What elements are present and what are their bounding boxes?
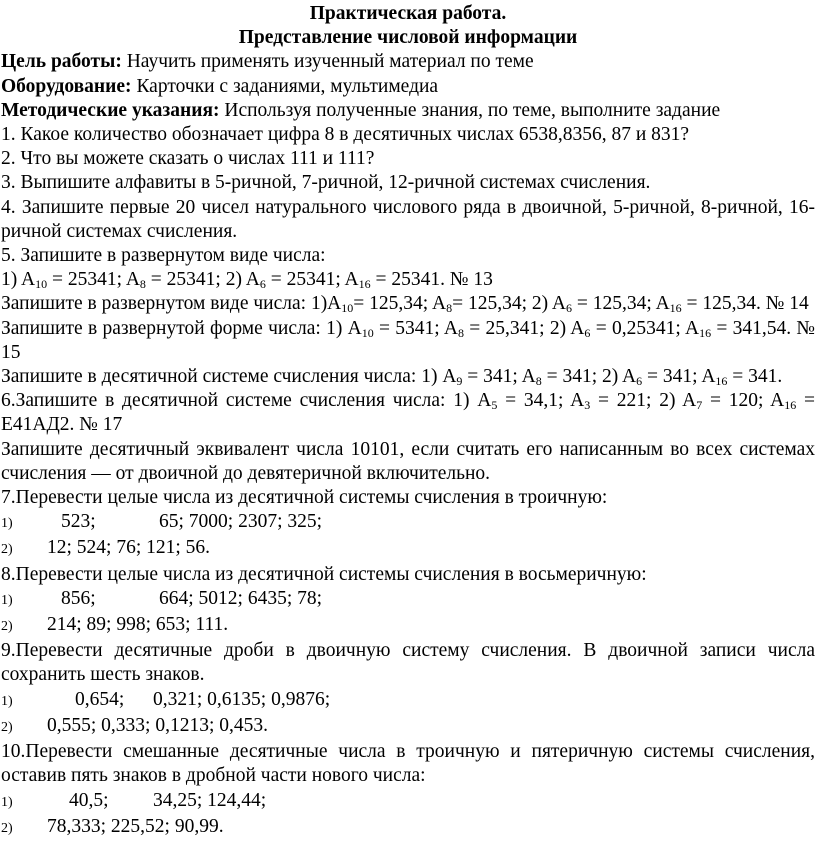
text-seg: Запишите в десятичной системе счисления числа: 1) A (1, 366, 457, 388)
list-item (1, 714, 815, 740)
text-seg: = 25341; A (265, 269, 359, 291)
goal-text: Научить применять изученный материал по теме (121, 51, 534, 73)
document-title: Практическая работа. (309, 3, 507, 24)
text-seg: = 25341; A (47, 269, 140, 291)
question-5: 5. Запишите в развернутом виде числа: (1, 245, 326, 267)
text-seg: 6.Запишите в десятичной системе счисления числа: 1) A (1, 390, 492, 412)
method-label: Методические указания: (1, 99, 220, 121)
text-seg: = 25,341; 2) A (463, 317, 585, 339)
text-seg: = 341. (727, 366, 783, 388)
list-item (1, 688, 815, 714)
text-seg: Запишите в развернутом виде числа: 1)A (1, 293, 342, 315)
text-seg: = 125,34; 2) A (452, 293, 566, 315)
subscript: 6 (636, 374, 643, 389)
list-values: 78,333; 225,52; 90,99. (47, 815, 224, 837)
list-item (1, 510, 815, 536)
list-first-value: 856; (61, 587, 96, 609)
method-text: Используя полученные знания, по теме, выполните задание (219, 99, 721, 121)
list-values: 0,321; 0,6135; 0,9876; (153, 688, 331, 710)
list-number: 2) (1, 820, 13, 836)
text-seg: = 221; 2) A (590, 390, 697, 412)
list-number: 2) (1, 542, 13, 558)
subscript: 8 (457, 325, 464, 340)
question-10: 10.Перевести смешанные десятичные числа в троичную и пятеричную системы счисления, оставив пять знаков в дробной части нового числа: (1, 741, 815, 787)
list-item (1, 789, 815, 815)
text-seg: 1) A (1, 269, 36, 291)
text-seg: = 120; A (702, 390, 785, 412)
list-values: 12; 524; 76; 121; 56. (47, 537, 211, 559)
list-values: 214; 89; 998; 653; 111. (47, 614, 229, 636)
text-seg: = 341; 2) A (541, 366, 637, 388)
question-1: 1. Какое количество обозначает цифра 8 в десятичных числах 6538,8356, 87 и 831? (1, 124, 690, 146)
list-values: 34,25; 124,44; (153, 789, 267, 811)
equipment-line (1, 75, 815, 99)
list-first-value: 0,654; (75, 688, 125, 710)
subscript: 16 (358, 277, 371, 292)
text-seg: = 34,1; A (497, 390, 585, 412)
text-seg: = 5341; A (373, 317, 458, 339)
list-item (1, 536, 815, 562)
method-line (1, 99, 815, 123)
question-5b (1, 292, 815, 316)
subscript: 9 (456, 374, 463, 389)
list-number: 2) (1, 719, 13, 735)
subscript: 6 (566, 301, 572, 316)
subscript: 16 (784, 398, 797, 413)
list-values: 664; 5012; 6435; 78; (159, 587, 323, 609)
subscript: 8 (446, 301, 453, 316)
equipment-label: Оборудование: (1, 75, 132, 97)
list-number: 1) (1, 516, 13, 532)
subscript: 8 (535, 374, 542, 389)
equipment-text: Карточки с заданиями, мультимедиа (131, 75, 439, 97)
text-seg: = 125,34; A (353, 293, 447, 315)
subscript: 6 (584, 325, 591, 340)
document-subtitle: Представление числовой информации (238, 27, 578, 49)
list-number: 1) (1, 693, 13, 709)
text-seg: = 125,34; A (572, 293, 670, 315)
text-seg: = 25341; 2) A (145, 269, 260, 291)
text-seg: Запишите в развернутой форме числа: 1) A (1, 317, 362, 339)
text-seg: = 341; A (462, 366, 536, 388)
subscript: 16 (715, 374, 728, 389)
question-9: 9.Перевести десятичные дроби в двоичную систему счисления. В двоичной записи числа сохранить шесть знаков. (1, 640, 815, 686)
subscript: 10 (361, 325, 374, 340)
text-seg: = 125,34. № 14 (681, 293, 809, 315)
list-number: 1) (1, 794, 13, 810)
list-first-value: 523; (61, 511, 96, 533)
text-seg: = 341; A (642, 366, 716, 388)
text-seg: = 25341. № 13 (370, 269, 493, 291)
goal-line (1, 50, 815, 74)
question-4: 4. Запишите первые 20 чисел натурального числового ряда в двоичной, 5-ричной, 8-ричной, 16-ричной системах счисления. (1, 196, 815, 242)
list-item (1, 587, 815, 613)
question-6 (1, 389, 815, 437)
subscript: 16 (669, 301, 682, 316)
question-8: 8.Перевести целые числа из десятичной системы счисления в восьмеричную: (1, 563, 647, 585)
list-values: 65; 7000; 2307; 325; (159, 511, 323, 533)
text-seg: = 0,25341; A (590, 317, 700, 339)
question-5d (1, 365, 815, 389)
subscript: 7 (696, 398, 703, 413)
question-6b: Запишите десятичный эквивалент числа 10101, если считать его написанным во всех системах счисления — от двоичной до девятеричной включительно. (1, 438, 815, 484)
question-5-line (1, 268, 815, 292)
subscript: 5 (491, 398, 498, 413)
question-7: 7.Перевести целые числа из десятичной системы счисления в троичную: (1, 487, 608, 509)
subscript: 8 (139, 277, 146, 292)
list-first-value: 40,5; (69, 789, 109, 811)
question-5c (1, 317, 815, 365)
subscript: 10 (35, 277, 48, 292)
goal-label: Цель работы: (1, 51, 122, 73)
subscript: 6 (259, 277, 266, 292)
question-3: 3. Выпишите алфавиты в 5-ричной, 7-ричной, 12-ричной системах счисления. (1, 172, 651, 194)
list-number: 2) (1, 619, 13, 635)
list-values: 0,555; 0,333; 0,1213; 0,453. (47, 714, 269, 736)
text-seg: = E41АД2. № 17 (1, 390, 816, 436)
subscript: 16 (699, 325, 712, 340)
text-seg: = 341,54. № 15 (1, 317, 816, 363)
list-number: 1) (1, 592, 13, 608)
list-item (1, 613, 815, 639)
subscript: 3 (584, 398, 591, 413)
question-2: 2. Что вы можете сказать о числах 111 и 111? (1, 148, 375, 170)
subscript: 10 (341, 301, 354, 316)
